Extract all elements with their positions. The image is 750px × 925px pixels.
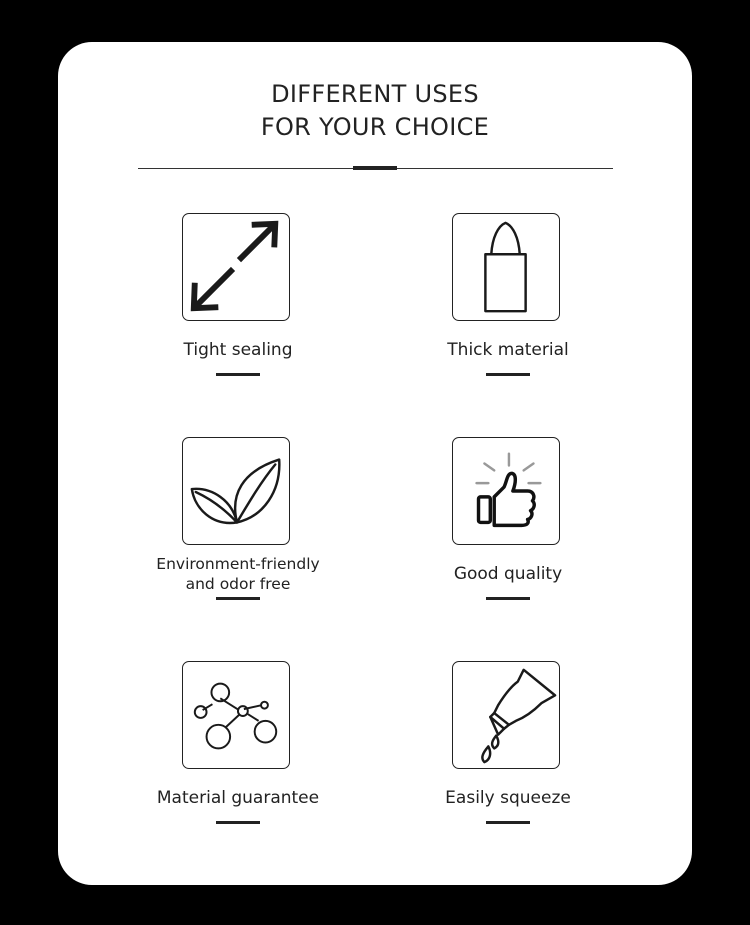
crayon-icon [452, 213, 560, 321]
feature-good-quality [373, 437, 643, 607]
feature-eco-friendly [103, 437, 373, 607]
feature-label: Tight sealing [183, 340, 293, 360]
feature-label: Easily squeeze [445, 788, 571, 808]
title-line-1: DIFFERENT USES [271, 80, 479, 108]
feature-label: Good quality [453, 564, 563, 584]
page-title [58, 78, 692, 144]
feature-underline [486, 373, 530, 376]
features-card [58, 42, 692, 885]
feature-underline [486, 597, 530, 600]
feature-label: Material guarantee [156, 788, 320, 808]
title-divider-accent [353, 166, 397, 170]
squeeze-tube-icon [452, 661, 560, 769]
molecule-icon [182, 661, 290, 769]
feature-label: Thick material [447, 340, 569, 360]
feature-tight-sealing [103, 213, 373, 383]
feature-easily-squeeze [373, 661, 643, 831]
leaves-icon [182, 437, 290, 545]
feature-underline [216, 597, 260, 600]
thumbs-up-icon [452, 437, 560, 545]
feature-label-line-2: and odor free [185, 575, 291, 593]
expand-arrows-icon [182, 213, 290, 321]
feature-underline [216, 821, 260, 824]
feature-thick-material [373, 213, 643, 383]
feature-label [103, 554, 373, 594]
feature-underline [216, 373, 260, 376]
feature-label-line-1: Environment-friendly [156, 555, 320, 573]
title-line-2: FOR YOUR CHOICE [260, 113, 490, 141]
feature-underline [486, 821, 530, 824]
feature-material-guarantee [103, 661, 373, 831]
